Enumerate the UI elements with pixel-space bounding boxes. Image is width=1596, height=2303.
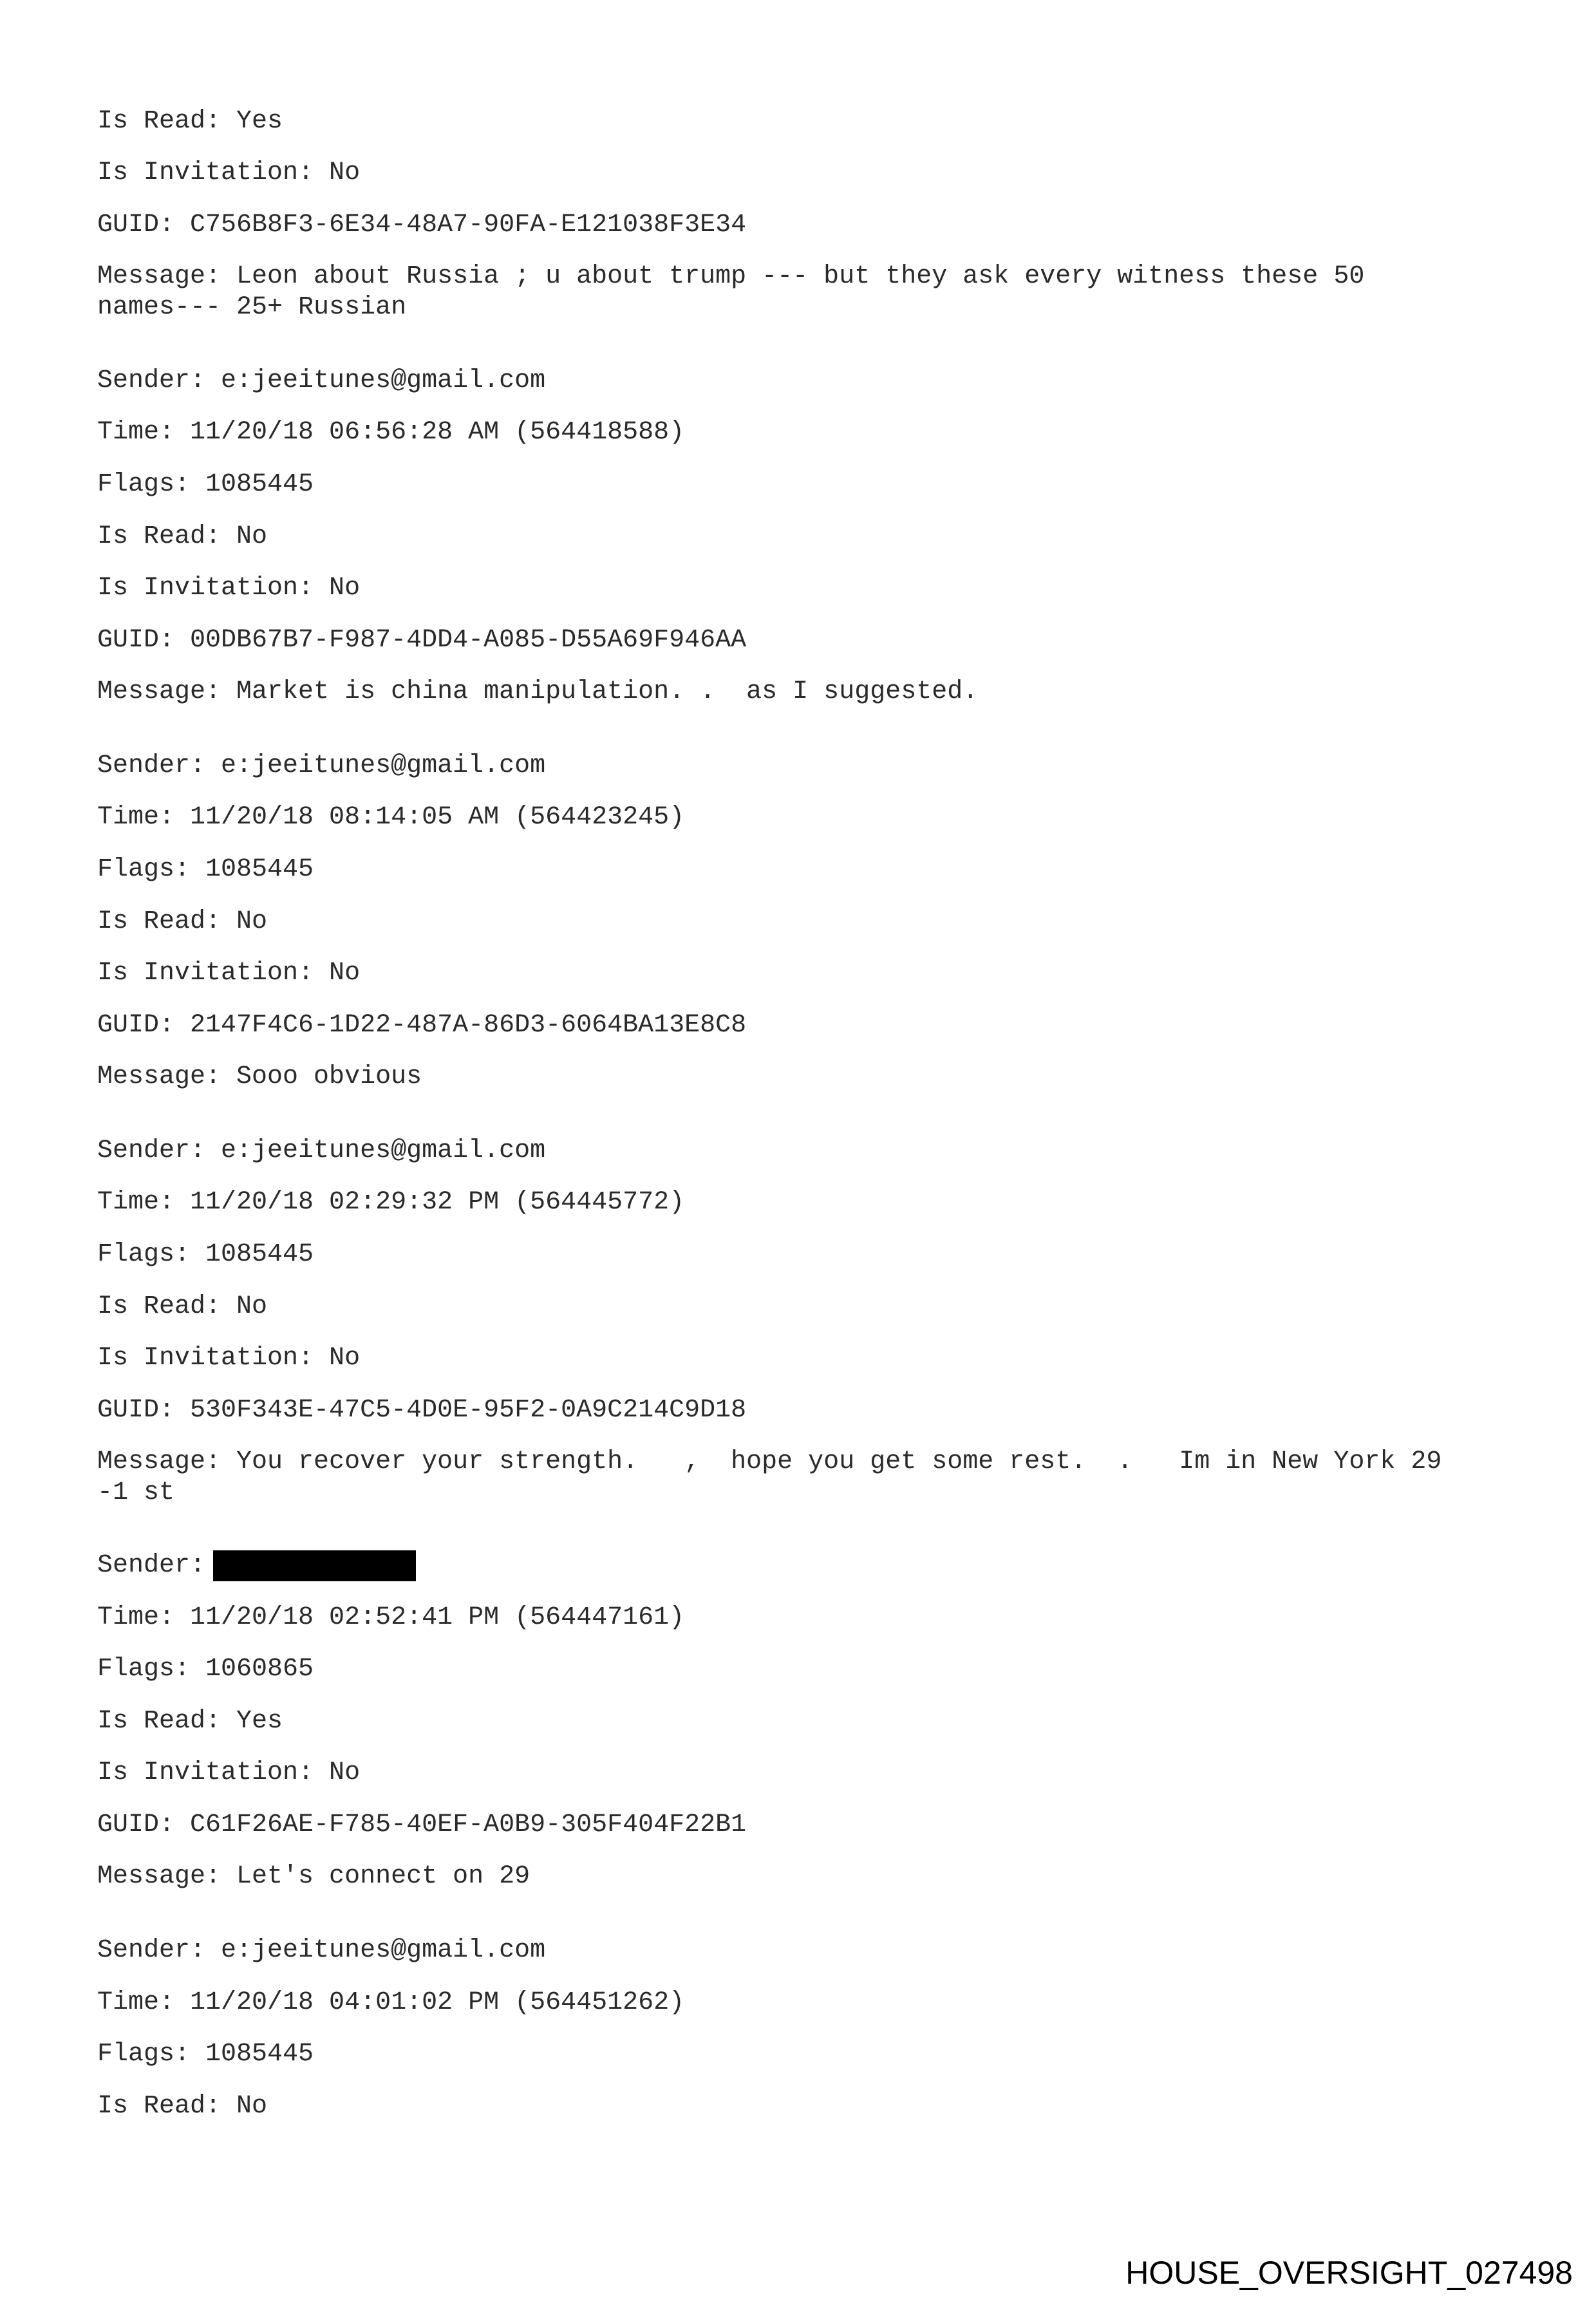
bates-number: HOUSE_OVERSIGHT_027498	[1125, 2255, 1573, 2291]
is-read-field: Is Read: Yes	[97, 107, 283, 136]
is-invitation-field: Is Invitation: No	[97, 158, 361, 187]
message-field: Message: Market is china manipulation. . as I suggested.	[97, 677, 979, 706]
flags-field: Flags: 1085445	[97, 1240, 314, 1269]
is-read-field: Is Read: No	[97, 2092, 268, 2121]
guid-field: GUID: 00DB67B7-F987-4DD4-A085-D55A69F946AA	[97, 626, 747, 655]
flags-field: Flags: 1085445	[97, 2040, 314, 2069]
time-field: Time: 11/20/18 08:14:05 AM (564423245)	[97, 803, 685, 832]
time-field: Time: 11/20/18 02:29:32 PM (564445772)	[97, 1188, 685, 1217]
redaction-box	[213, 1550, 416, 1581]
sender-field	[97, 1550, 416, 1581]
guid-field: GUID: 530F343E-47C5-4D0E-95F2-0A9C214C9D18	[97, 1396, 747, 1425]
sender-field: Sender: e:jeeitunes@gmail.com	[97, 1136, 546, 1165]
is-read-field: Is Read: No	[97, 1292, 268, 1321]
is-read-field: Is Read: No	[97, 522, 268, 551]
is-invitation-field: Is Invitation: No	[97, 1344, 361, 1373]
is-invitation-field: Is Invitation: No	[97, 959, 361, 988]
flags-field: Flags: 1085445	[97, 855, 314, 884]
time-field: Time: 11/20/18 02:52:41 PM (564447161)	[97, 1603, 685, 1632]
sender-field: Sender: e:jeeitunes@gmail.com	[97, 751, 546, 780]
is-invitation-field: Is Invitation: No	[97, 1758, 361, 1787]
message-field: Message: Let's connect on 29	[97, 1862, 530, 1891]
sender-field: Sender: e:jeeitunes@gmail.com	[97, 1936, 546, 1965]
guid-field: GUID: 2147F4C6-1D22-487A-86D3-6064BA13E8C8	[97, 1011, 747, 1040]
message-field: Message: You recover your strength. , hope you get some rest. . Im in New York 29 -1 st	[97, 1447, 1442, 1507]
sender-label: Sender:	[97, 1551, 206, 1580]
is-read-field: Is Read: Yes	[97, 1707, 283, 1736]
flags-field: Flags: 1060865	[97, 1655, 314, 1684]
is-read-field: Is Read: No	[97, 907, 268, 936]
guid-field: GUID: C61F26AE-F785-40EF-A0B9-305F404F22B1	[97, 1810, 747, 1839]
time-field: Time: 11/20/18 04:01:02 PM (564451262)	[97, 1988, 685, 2017]
is-invitation-field: Is Invitation: No	[97, 574, 361, 603]
message-field: Message: Leon about Russia ; u about trump --- but they ask every witness these 50 names--- 25+ Russian	[97, 262, 1365, 322]
message-field: Message: Sooo obvious	[97, 1062, 422, 1091]
sender-field: Sender: e:jeeitunes@gmail.com	[97, 366, 546, 395]
flags-field: Flags: 1085445	[97, 470, 314, 499]
guid-field: GUID: C756B8F3-6E34-48A7-90FA-E121038F3E34	[97, 211, 747, 240]
time-field: Time: 11/20/18 06:56:28 AM (564418588)	[97, 418, 685, 447]
